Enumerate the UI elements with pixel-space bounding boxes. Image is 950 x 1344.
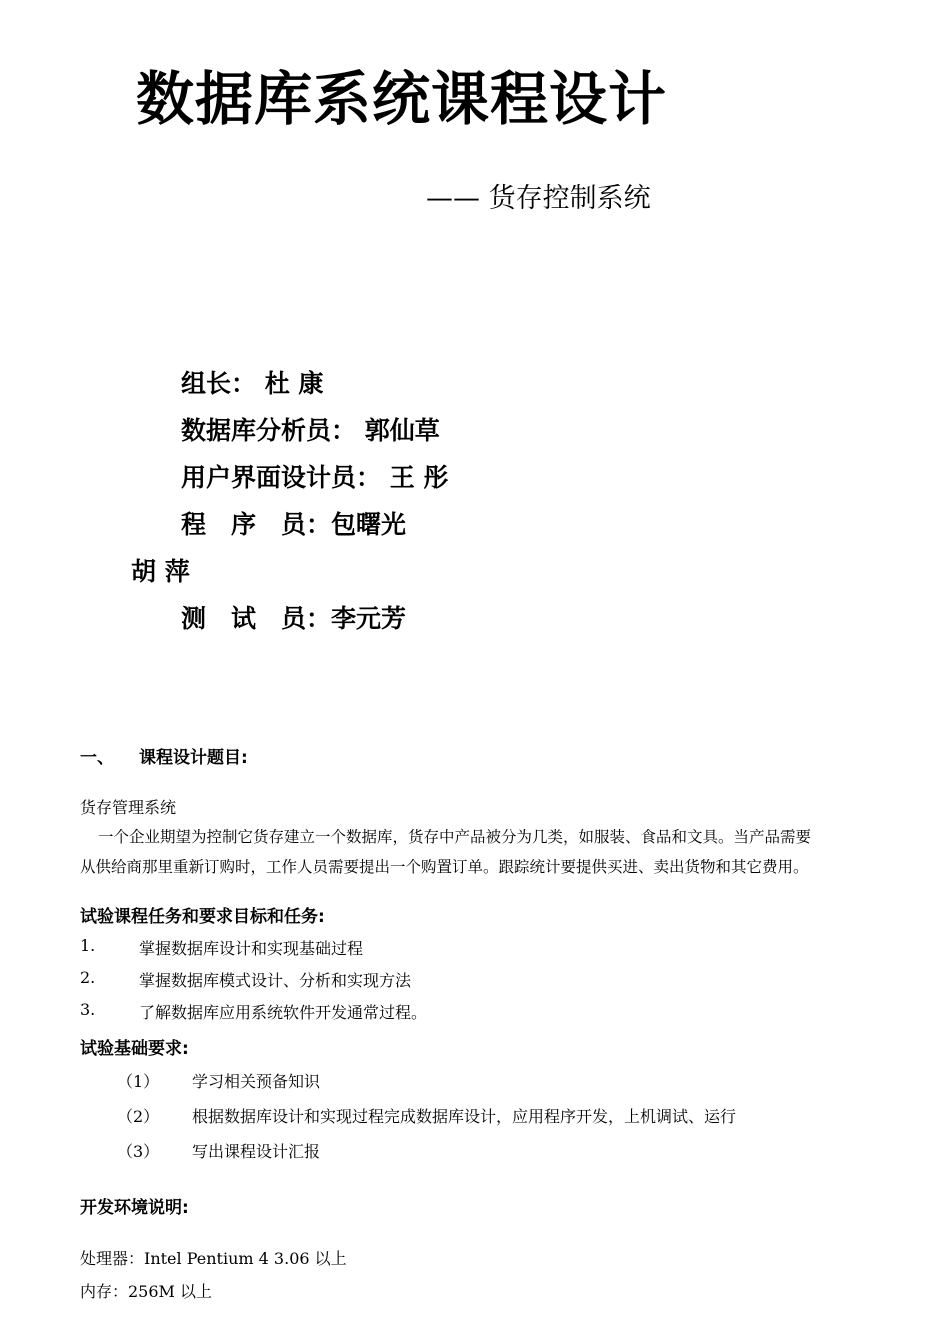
goal-item-number: 2. <box>80 968 96 987</box>
team-tester: 测 试 员：李元芳 <box>181 604 407 633</box>
goals-heading: 试验课程任务和要求目标和任务: <box>80 907 325 927</box>
environment-cpu: 处理器：Intel Pentium 4 3.06 以上 <box>80 1249 347 1268</box>
topic-paragraph-line1: 一个企业期望为控制它货存建立一个数据库，货存中产品被分为几类，如服装、食品和文具。当产品需要 <box>98 828 812 846</box>
section1-heading: 课程设计题目: <box>139 748 248 768</box>
environment-heading: 开发环境说明: <box>80 1198 189 1218</box>
team-programmer-continued: 胡 萍 <box>131 557 190 586</box>
document-subtitle: —— 货存控制系统 <box>426 183 651 214</box>
goal-item-number: 1. <box>80 936 96 955</box>
goal-item-text: 掌握数据库设计和实现基础过程 <box>139 939 364 958</box>
requirement-item-text: 根据数据库设计和实现过程完成数据库设计，应用程序开发，上机调试、运行 <box>192 1107 737 1126</box>
environment-memory: 内存：256M 以上 <box>80 1282 213 1301</box>
requirement-item-text: 写出课程设计汇报 <box>192 1142 321 1161</box>
document-title: 数据库系统课程设计 <box>136 65 668 133</box>
topic-paragraph-line2: 从供给商那里重新订购时，工作人员需要提出一个购置订单。跟踪统计要提供买进、卖出货物和其它费用。 <box>80 858 809 876</box>
goal-item-text: 掌握数据库模式设计、分析和实现方法 <box>139 971 412 990</box>
requirement-item-number: （2） <box>117 1107 160 1126</box>
requirement-item-number: （1） <box>117 1072 160 1091</box>
requirement-item-text: 学习相关预备知识 <box>192 1072 321 1091</box>
team-ui-designer: 用户界面设计员： 王 彤 <box>181 463 449 492</box>
topic-name: 货存管理系统 <box>80 798 177 817</box>
goal-item-text: 了解数据库应用系统软件开发通常过程。 <box>139 1003 428 1022</box>
goal-item-number: 3. <box>80 1000 96 1019</box>
section1-number: 一、 <box>80 748 114 768</box>
requirement-item-number: （3） <box>117 1142 160 1161</box>
requirements-heading: 试验基础要求: <box>80 1039 189 1059</box>
team-leader: 组长： 杜 康 <box>181 369 324 398</box>
team-db-analyst: 数据库分析员： 郭仙草 <box>181 416 440 445</box>
team-programmer: 程 序 员：包曙光 <box>181 510 407 539</box>
